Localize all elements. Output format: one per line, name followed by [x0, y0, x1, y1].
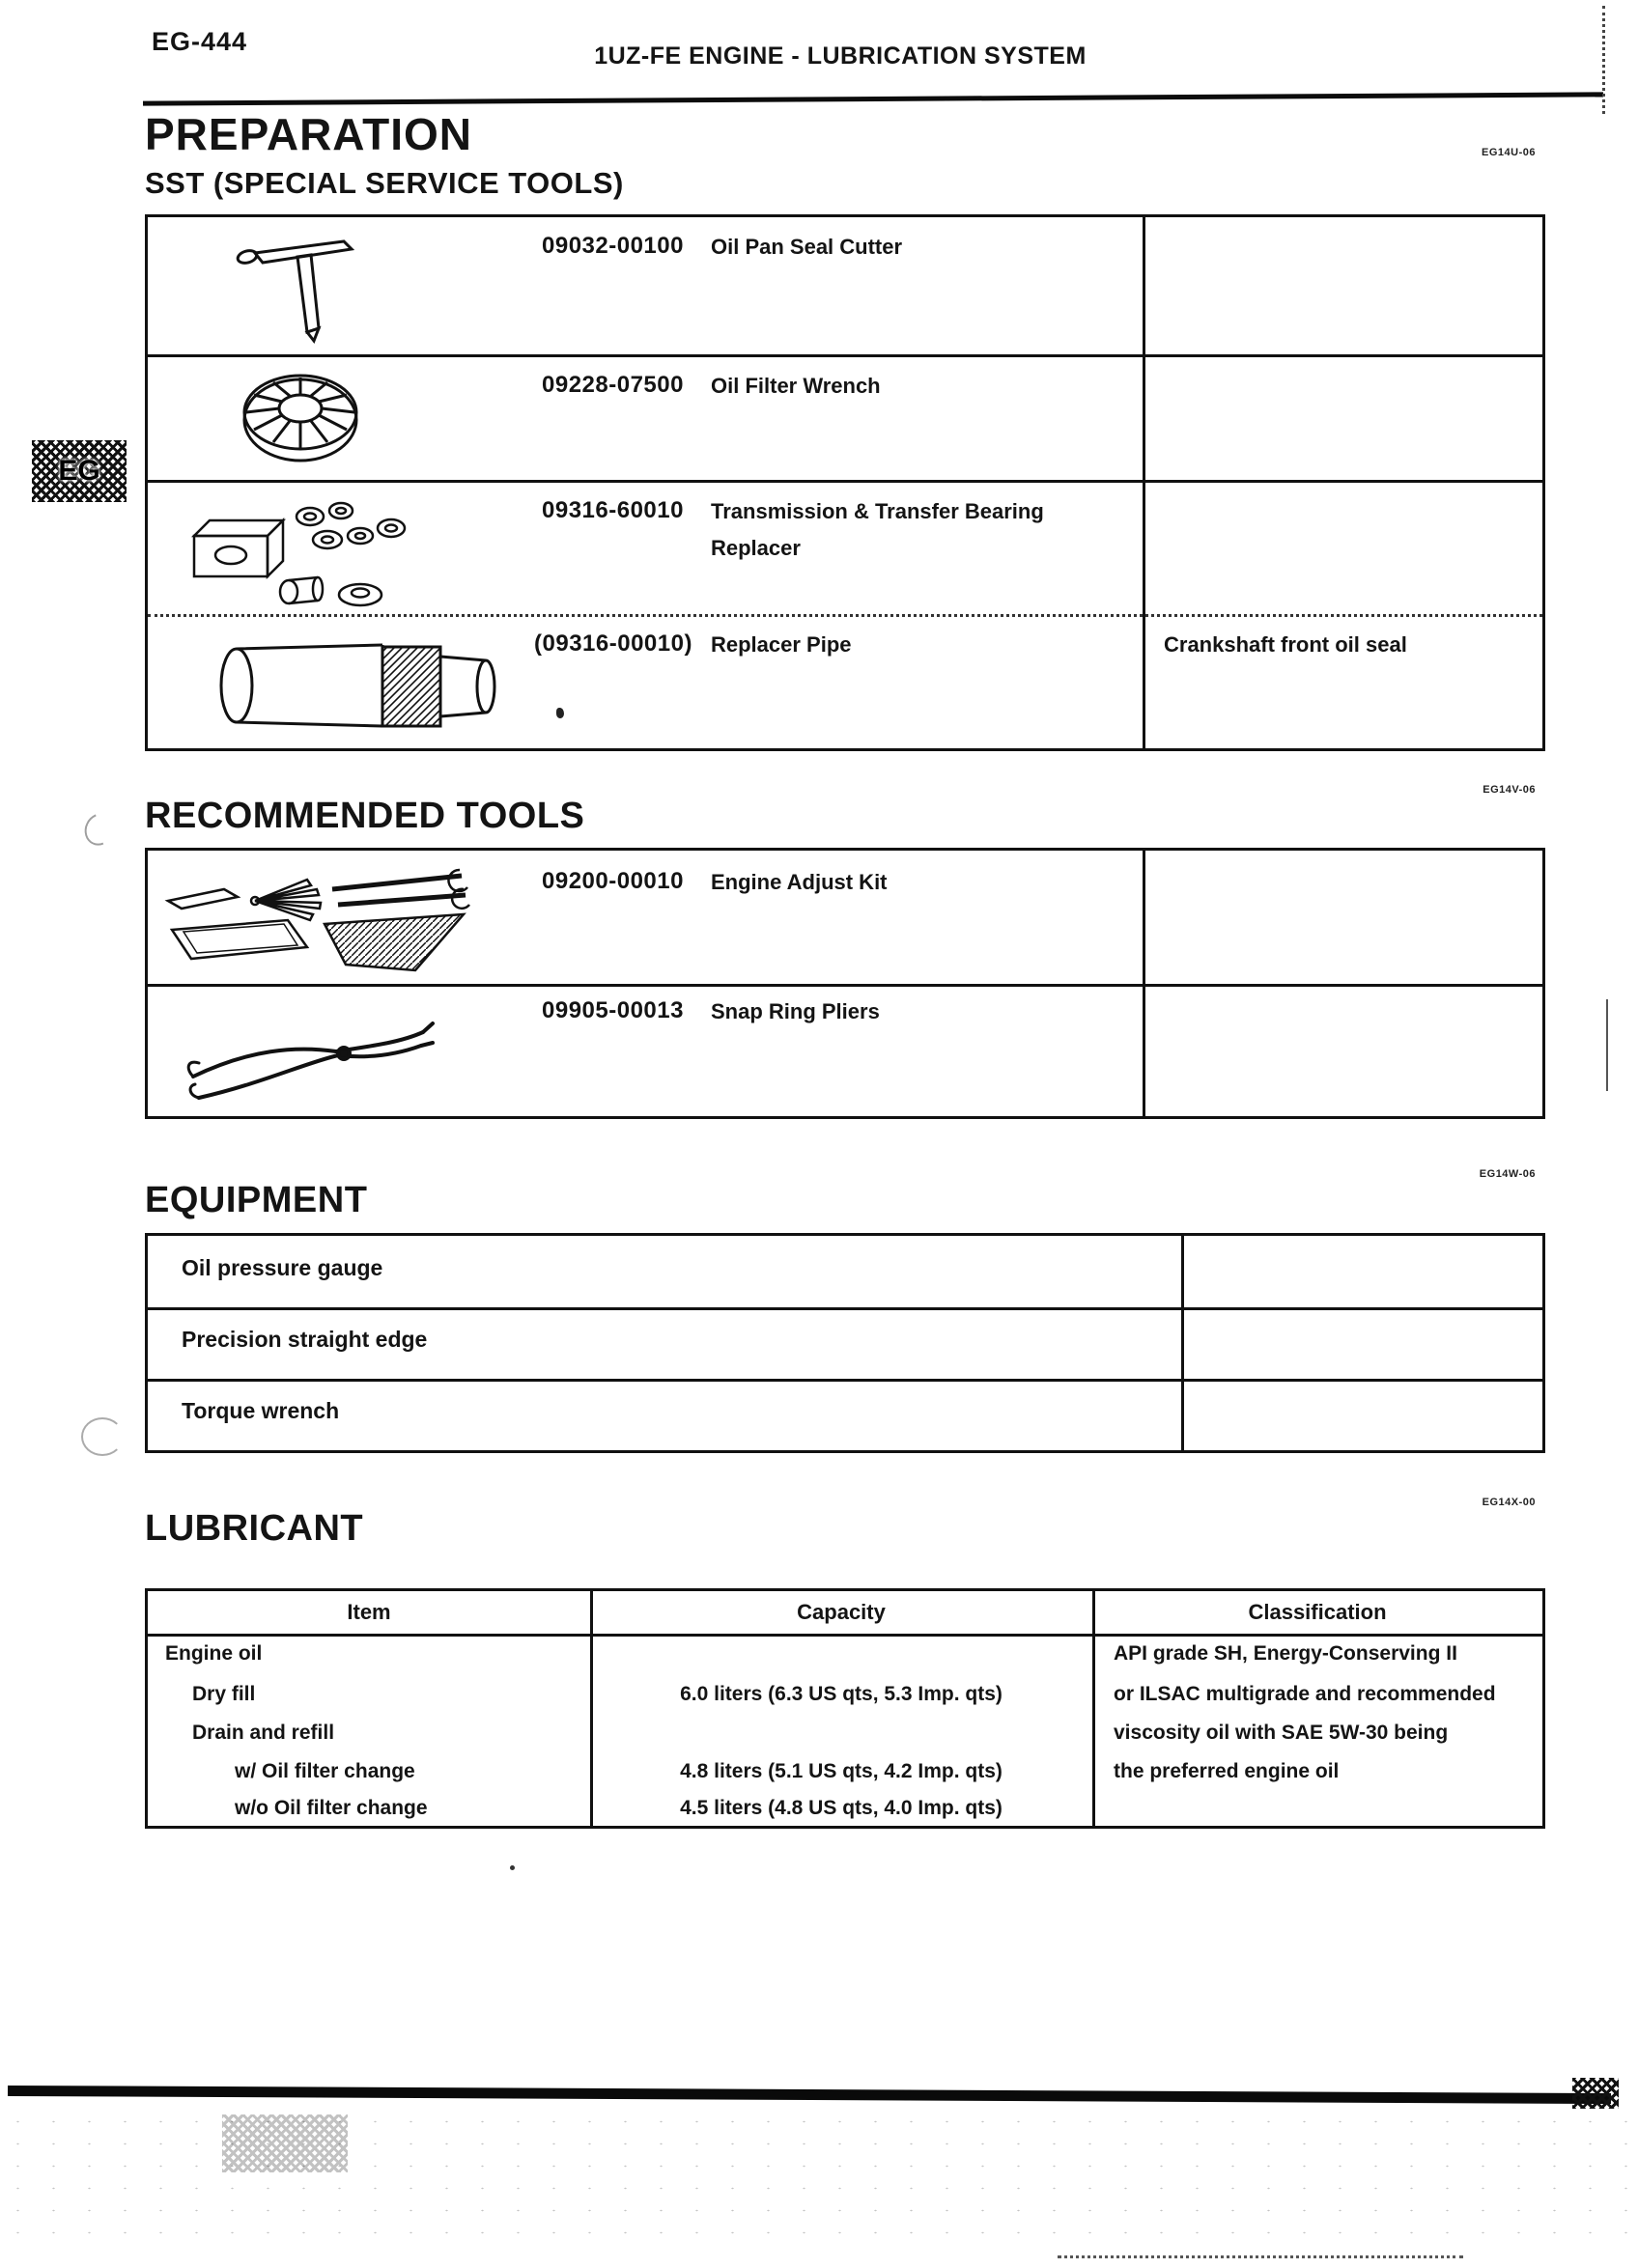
recommended-tools-section-code: EG14V-06 — [1483, 784, 1536, 796]
recommended-tools-row-divider — [148, 984, 1542, 987]
engine-adjust-kit-icon — [162, 868, 491, 982]
lubricant-table — [145, 1588, 1545, 1829]
sst-row-part-number: 09032-00100 — [542, 233, 684, 259]
lubricant-column-header-capacity: Capacity — [797, 1600, 886, 1624]
recommended-tools-table — [145, 848, 1545, 1119]
oil-pan-seal-cutter-icon — [230, 232, 394, 348]
lubricant-capacity: 4.8 liters (5.1 US qts, 4.2 Imp. qts) — [680, 1760, 1003, 1782]
lubricant-capacity: 6.0 liters (6.3 US qts, 5.3 Imp. qts) — [680, 1683, 1003, 1705]
sst-row-divider-2 — [148, 480, 1542, 483]
sst-row-part-number: 09228-07500 — [542, 372, 684, 398]
page-number: EG-444 — [152, 27, 248, 56]
lubricant-section-code: EG14X-00 — [1482, 1497, 1536, 1508]
sst-row-tool-name: Oil Filter Wrench — [711, 374, 881, 398]
lubricant-header-divider — [148, 1634, 1542, 1637]
scan-artifact-curve — [79, 808, 120, 850]
section-tab-eg — [32, 440, 127, 502]
sst-row-tool-name-line2: Replacer — [711, 536, 801, 560]
scan-edge-mark — [1606, 999, 1608, 1091]
equipment-row-divider-2 — [148, 1379, 1542, 1382]
sst-table — [145, 214, 1545, 751]
section-tab-label: EG — [58, 455, 100, 487]
lubricant-classification-line: API grade SH, Energy-Conserving II — [1114, 1642, 1457, 1665]
equipment-item: Oil pressure gauge — [182, 1255, 383, 1280]
lubricant-classification-line: viscosity oil with SAE 5W-30 being — [1114, 1722, 1449, 1744]
lubricant-heading: LUBRICANT — [145, 1508, 364, 1549]
lubricant-classification-line: or ILSAC multigrade and recommended — [1114, 1683, 1496, 1705]
scan-artifact-circle — [81, 1417, 124, 1456]
page-title: 1UZ-FE ENGINE - LUBRICATION SYSTEM — [594, 42, 1087, 70]
header-rule — [143, 92, 1603, 105]
equipment-column-divider — [1181, 1236, 1184, 1450]
scan-artifact-mark — [556, 708, 564, 718]
sst-row-application-note: Crankshaft front oil seal — [1164, 632, 1407, 657]
lubricant-capacity: 4.5 liters (4.8 US qts, 4.0 Imp. qts) — [680, 1797, 1003, 1819]
lubricant-item: w/ Oil filter change — [235, 1760, 415, 1782]
scan-dotted-edge-bottom — [1058, 2255, 1463, 2258]
sst-row-tool-name: Oil Pan Seal Cutter — [711, 235, 903, 259]
equipment-table — [145, 1233, 1545, 1453]
scan-dotted-edge-top — [1602, 6, 1605, 114]
equipment-section-code: EG14W-06 — [1479, 1168, 1536, 1180]
lubricant-column-divider-1 — [590, 1591, 593, 1826]
lubricant-classification-line: the preferred engine oil — [1114, 1760, 1340, 1782]
sst-section-code: EG14U-06 — [1482, 147, 1536, 158]
snap-ring-pliers-icon — [182, 1003, 471, 1109]
sst-row-part-number: (09316-00010) — [534, 630, 692, 657]
scan-artifact-dot — [510, 1865, 515, 1870]
lubricant-column-header-classification: Classification — [1248, 1600, 1387, 1624]
oil-filter-wrench-icon — [225, 360, 380, 474]
sst-row-part-number: 09316-60010 — [542, 497, 684, 523]
recommended-tools-part-number: 09200-00010 — [542, 868, 684, 894]
lubricant-column-header-item: Item — [347, 1600, 391, 1624]
replacer-pipe-icon — [206, 628, 515, 743]
lubricant-item: Dry fill — [192, 1683, 256, 1705]
recommended-tools-part-number: 09905-00013 — [542, 997, 684, 1023]
equipment-item: Torque wrench — [182, 1398, 340, 1423]
sst-row-tool-name: Replacer Pipe — [711, 632, 852, 657]
sst-table-column-divider — [1143, 217, 1145, 748]
equipment-row-divider-1 — [148, 1307, 1542, 1310]
equipment-heading: EQUIPMENT — [145, 1180, 368, 1220]
recommended-tools-name: Engine Adjust Kit — [711, 870, 888, 894]
bearing-replacer-set-icon — [186, 495, 447, 616]
lubricant-item: Drain and refill — [192, 1722, 335, 1744]
sst-heading: SST (SPECIAL SERVICE TOOLS) — [145, 166, 624, 200]
scan-bottom-bar-end — [1572, 2078, 1619, 2109]
lubricant-column-divider-2 — [1092, 1591, 1095, 1826]
preparation-heading: PREPARATION — [145, 109, 472, 159]
scan-bottom-bar — [8, 2086, 1611, 2104]
equipment-item: Precision straight edge — [182, 1327, 428, 1352]
recommended-tools-heading: RECOMMENDED TOOLS — [145, 796, 585, 836]
sst-row-divider-1 — [148, 354, 1542, 357]
lubricant-item: Engine oil — [165, 1642, 263, 1665]
scan-noise-patch — [222, 2114, 348, 2172]
sst-row-tool-name-line1: Transmission & Transfer Bearing — [711, 499, 1044, 523]
lubricant-item: w/o Oil filter change — [235, 1797, 428, 1819]
recommended-tools-name: Snap Ring Pliers — [711, 999, 880, 1023]
